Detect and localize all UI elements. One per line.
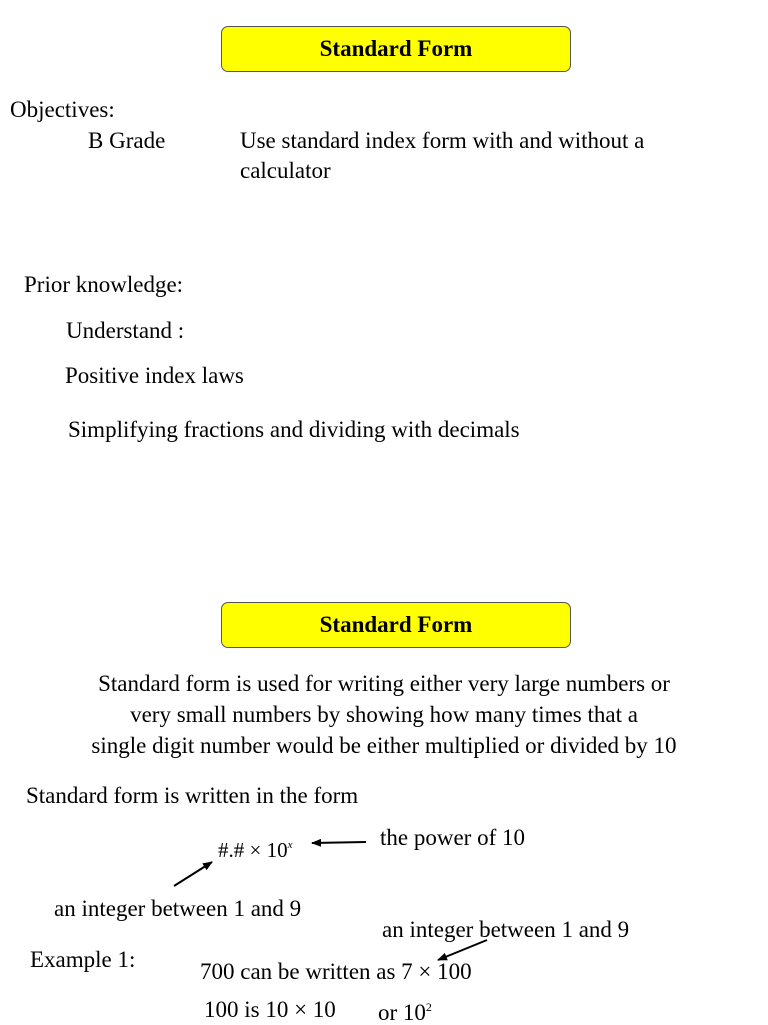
grade-label: B Grade: [88, 128, 166, 153]
integer-label-example: an integer between 1 and 9: [382, 917, 630, 942]
form-intro: Standard form is written in the form: [26, 783, 359, 808]
formula-power: x: [287, 839, 293, 851]
prior-knowledge-label: Prior knowledge:: [24, 272, 184, 297]
objective-line2: calculator: [240, 158, 331, 183]
objectives-label: Objectives:: [10, 97, 115, 122]
slide1-title: Standard Form: [319, 36, 473, 61]
integer-label: an integer between 1 and 9: [54, 896, 302, 921]
intro-line1: Standard form is used for writing either very large numbers or: [98, 671, 670, 696]
slide2-title: Standard Form: [319, 612, 473, 637]
example-label: Example 1:: [30, 947, 136, 972]
example-line2: 100 is 10 × 10: [204, 997, 336, 1022]
power-arrow: [312, 842, 366, 843]
prior-item-fractions: Simplifying fractions and dividing with decimals: [68, 417, 520, 442]
understand-label: Understand :: [66, 318, 185, 343]
formula-base: #.# × 10: [218, 838, 288, 862]
integer-arrow: [174, 862, 212, 886]
example-or-text: or 10: [378, 1000, 426, 1025]
power-label: the power of 10: [380, 825, 525, 850]
example-line1: 700 can be written as 7 × 100: [200, 959, 472, 984]
objective-line1: Use standard index form with and without a: [240, 128, 645, 153]
intro-line3: single digit number would be either multiplied or divided by 10: [91, 733, 677, 758]
intro-line2: very small numbers by showing how many times that a: [130, 702, 638, 727]
prior-item-index-laws: Positive index laws: [65, 363, 244, 388]
example-power: 2: [425, 1000, 432, 1014]
example-integer-arrow: [438, 940, 487, 960]
